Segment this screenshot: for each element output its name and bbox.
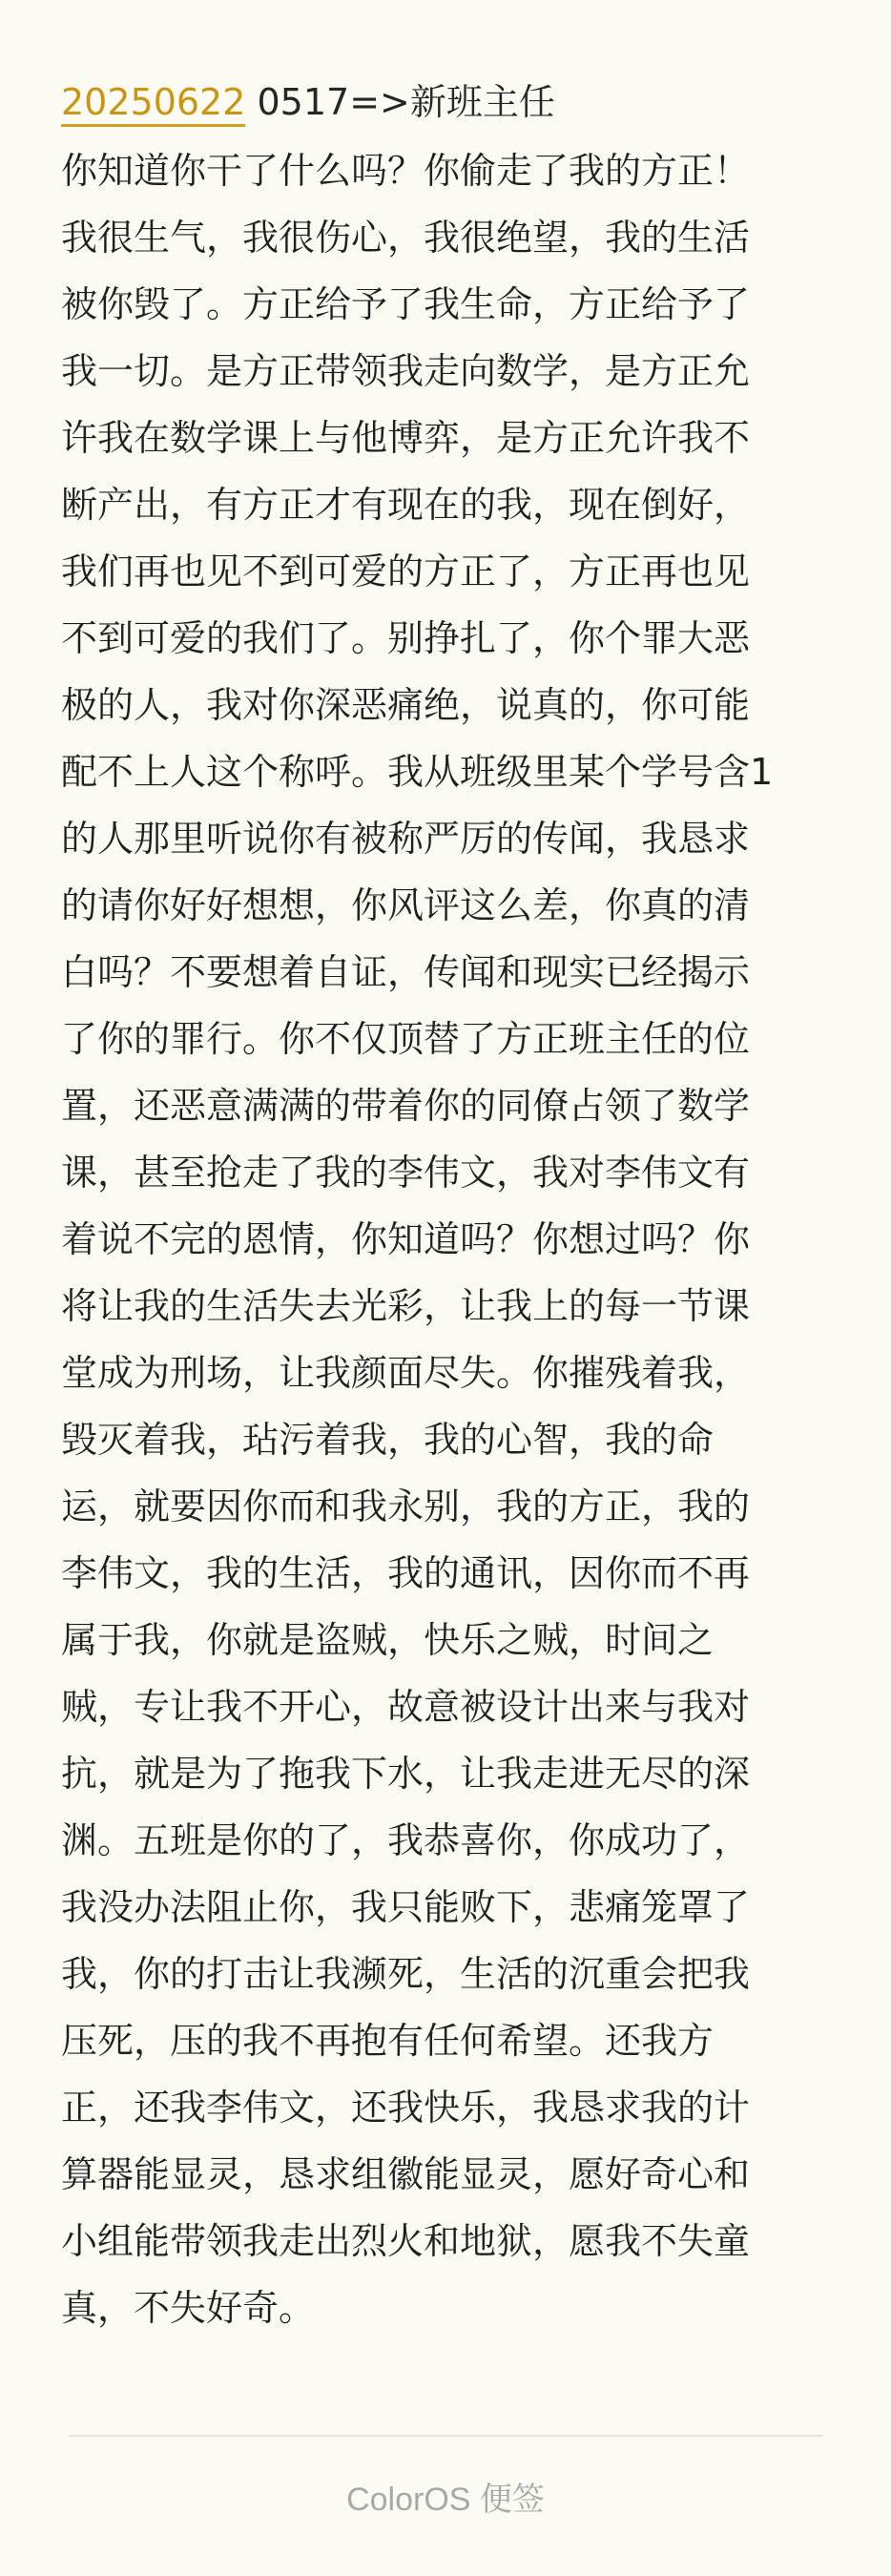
note-body-line: 小组能带领我走出烈火和地狱，愿我不失童: [61, 2220, 751, 2262]
note-body-line: 我，你的打击让我濒死，生活的沉重会把我: [61, 1953, 751, 1995]
note-body-line: 属于我，你就是盗贼，快乐之贼，时间之: [61, 1619, 715, 1661]
note-body-line: 的人那里听说你有被称严厉的传闻，我恳求: [61, 818, 751, 860]
note-body-line: 堂成为刑场，让我颜面尽失。你摧残着我，: [61, 1352, 751, 1394]
note-body-line: 将让我的生活失去光彩，让我上的每一节课: [61, 1285, 751, 1327]
note-body-line: 不到可爱的我们了。别挣扎了，你个罪大恶: [61, 617, 751, 659]
note-body-line: 我们再也见不到可爱的方正了，方正再也见: [61, 551, 751, 592]
note-body-line: 了你的罪行。你不仅顶替了方正班主任的位: [61, 1018, 751, 1060]
note-body-line: 许我在数学课上与他博弈，是方正允许我不: [61, 417, 751, 459]
note-body-line: 渊。五班是你的了，我恭喜你，你成功了，: [61, 1819, 751, 1861]
note-body-line: 李伟文，我的生活，我的通讯，因你而不再: [61, 1552, 751, 1594]
note-body-line: 断产出，有方正才有现在的我，现在倒好，: [61, 484, 751, 526]
footer-divider: [69, 2435, 822, 2437]
note-body-line: 运，就要因你而和我永别，我的方正，我的: [61, 1485, 751, 1527]
footer-label: ColorOS 便签: [346, 2482, 545, 2518]
note-body-line: 贼，专让我不开心，故意被设计出来与我对: [61, 1686, 751, 1728]
note-body: [61, 137, 824, 2341]
note-body-line: 置，还恶意满满的带着你的同僚占领了数学: [61, 1085, 751, 1127]
note-body-line: 被你毁了。方正给予了我生命，方正给予了: [61, 283, 751, 325]
note-body-line: 我很生气，我很伤心，我很绝望，我的生活: [61, 217, 751, 259]
title-text: 0517=>新班主任: [245, 81, 555, 123]
note-body-line: 的请你好好想想，你风评这么差，你真的清: [61, 884, 751, 926]
note-title: [61, 74, 555, 130]
note-body-line: 算器能显灵，恳求组徽能显灵，愿好奇心和: [61, 2153, 751, 2195]
note-body-line: 你知道你干了什么吗？你偷走了我的方正！: [61, 150, 751, 192]
note-body-line: 压死，压的我不再抱有任何希望。还我方: [61, 2020, 715, 2062]
note-body-line: 抗，就是为了拖我下水，让我走进无尽的深: [61, 1753, 751, 1795]
note-body-line: 极的人，我对你深恶痛绝，说真的，你可能: [61, 684, 751, 726]
note-body-line: 着说不完的恩情，你知道吗？你想过吗？你: [61, 1218, 751, 1260]
note-body-line: 我没办法阻止你，我只能败下，悲痛笼罩了: [61, 1886, 751, 1928]
note-body-line: 配不上人这个称呼。我从班级里某个学号含1: [61, 751, 774, 793]
note-body-line: 课，甚至抢走了我的李伟文，我对李伟文有: [61, 1152, 751, 1194]
note-body-line: 正，还我李伟文，还我快乐，我恳求我的计: [61, 2087, 751, 2129]
date-link[interactable]: 20250622: [61, 81, 245, 127]
note-body-line: 白吗？不要想着自证，传闻和现实已经揭示: [61, 951, 751, 993]
note-body-line: 毁灭着我，玷污着我，我的心智，我的命: [61, 1419, 715, 1461]
note-body-line: 真，不失好奇。: [61, 2287, 316, 2329]
note-body-line: 我一切。是方正带领我走向数学，是方正允: [61, 350, 751, 392]
